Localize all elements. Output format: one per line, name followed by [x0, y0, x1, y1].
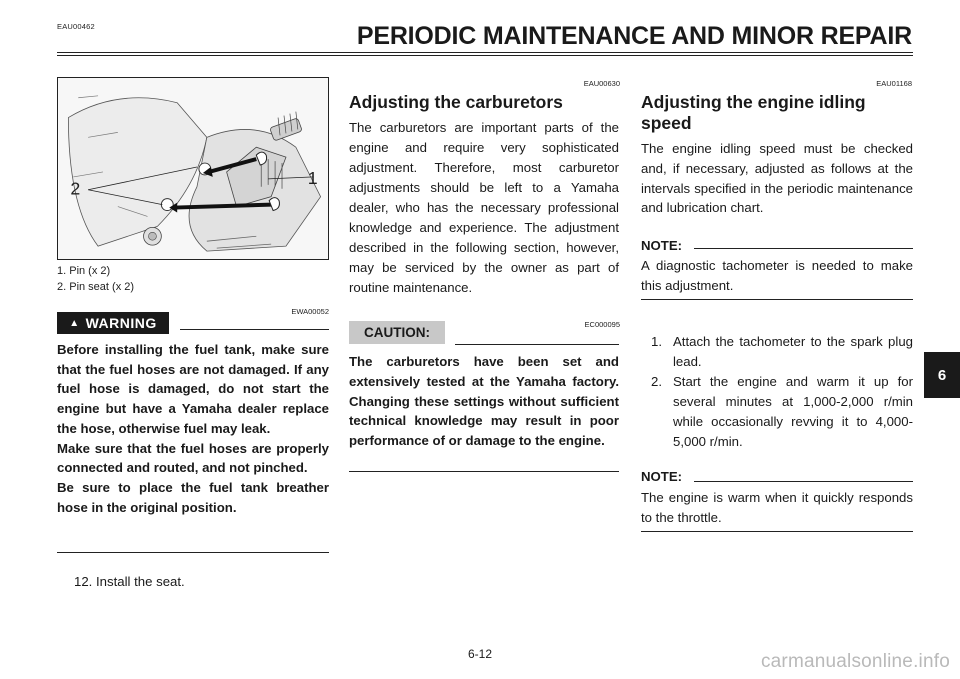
step-text: Start the engine and warm it up for several minutes at 1,000-2,000 r/min while occasionally revving it to 4,000-5,000 r/min. — [673, 373, 913, 449]
warning-paragraph: Make sure that the fuel hoses are properly connected and routed, and not pinched. — [57, 440, 329, 476]
figure-callout-1: 1 — [307, 167, 318, 188]
figure-caption-2: 2. Pin seat (x 2) — [57, 281, 135, 293]
note-text: The engine is warm when it quickly responds to the throttle. — [641, 490, 913, 525]
warning-paragraph: Before installing the fuel tank, make sure that the fuel hoses are not damaged. If any fuel hose is damaged, do not start the engine but have a Yamaha dealer replace the hose, otherwise fuel may leak. — [57, 342, 329, 436]
idle-body: The engine idling speed must be checked and, if necessary, adjusted as follows at the intervals specified in the periodic maintenance and lubrication chart. — [641, 141, 913, 216]
caution-badge: CAUTION: — [349, 321, 445, 344]
list-item — [651, 332, 913, 372]
step-number: 2. — [651, 373, 662, 389]
page-number: 6-12 — [467, 647, 493, 661]
figure-caption-1: 1. Pin (x 2) — [57, 265, 111, 277]
carburetor-figure — [57, 77, 329, 260]
warning-label: WARNING — [85, 315, 157, 331]
note-text: A diagnostic tachometer is needed to make this adjustment. — [641, 258, 913, 293]
note-label: NOTE: — [641, 238, 683, 253]
step-number: 1. — [651, 334, 662, 349]
note-rule — [694, 248, 913, 249]
idle-section-code: EAU01168 — [876, 79, 912, 88]
warning-code: EWA00052 — [291, 307, 329, 316]
carburetor-section-code: EAU00630 — [583, 79, 620, 88]
caution-code: EC000095 — [584, 320, 620, 329]
page-title: PERIODIC MAINTENANCE AND MINOR REPAIR — [356, 22, 912, 50]
watermark: carmanualsonline.info — [760, 651, 950, 672]
idle-steps-list — [651, 332, 913, 451]
fuel-tank-illustration — [58, 78, 328, 259]
idle-heading: Adjusting the engine idling speed — [641, 92, 866, 133]
chapter-tab: 6 — [924, 352, 960, 398]
carburetor-body: The carburetors are important parts of the engine and require very sophisticated adjustment. Therefore, most carburetor adjustments should be left to a Yamaha dealer, who has the necessary professional knowledge and experience. The adjustment described in the following section, however, may be serviced by the owner as part of routine maintenance. — [349, 120, 619, 295]
warning-text — [57, 340, 329, 517]
caution-text: The carburetors have been set and extensively tested at the Yamaha factory. Changing these settings without sufficient technical knowledge may result in poor performance of or damage to the engine. — [349, 354, 619, 449]
warning-badge — [57, 312, 169, 334]
caution-rule — [455, 344, 619, 345]
header-divider — [57, 52, 913, 56]
header-code: EAU00462 — [57, 22, 95, 31]
carburetor-heading: Adjusting the carburetors — [349, 92, 563, 112]
step-text: Attach the tachometer to the spark plug lead. — [673, 334, 913, 369]
note-rule — [694, 481, 913, 482]
note-end-rule — [641, 531, 913, 532]
warning-end-rule — [57, 552, 329, 553]
list-item — [651, 372, 913, 452]
warning-rule — [180, 329, 329, 330]
note-end-rule — [641, 299, 913, 300]
caution-end-rule — [349, 471, 619, 472]
note-label: NOTE: — [641, 469, 683, 484]
step-install-seat: 12. Install the seat. — [74, 574, 185, 589]
warning-paragraph: Be sure to place the fuel tank breather hose in the original position. — [57, 479, 329, 515]
warning-triangle-icon: ▲ — [69, 317, 80, 329]
figure-callout-2: 2 — [70, 178, 81, 199]
